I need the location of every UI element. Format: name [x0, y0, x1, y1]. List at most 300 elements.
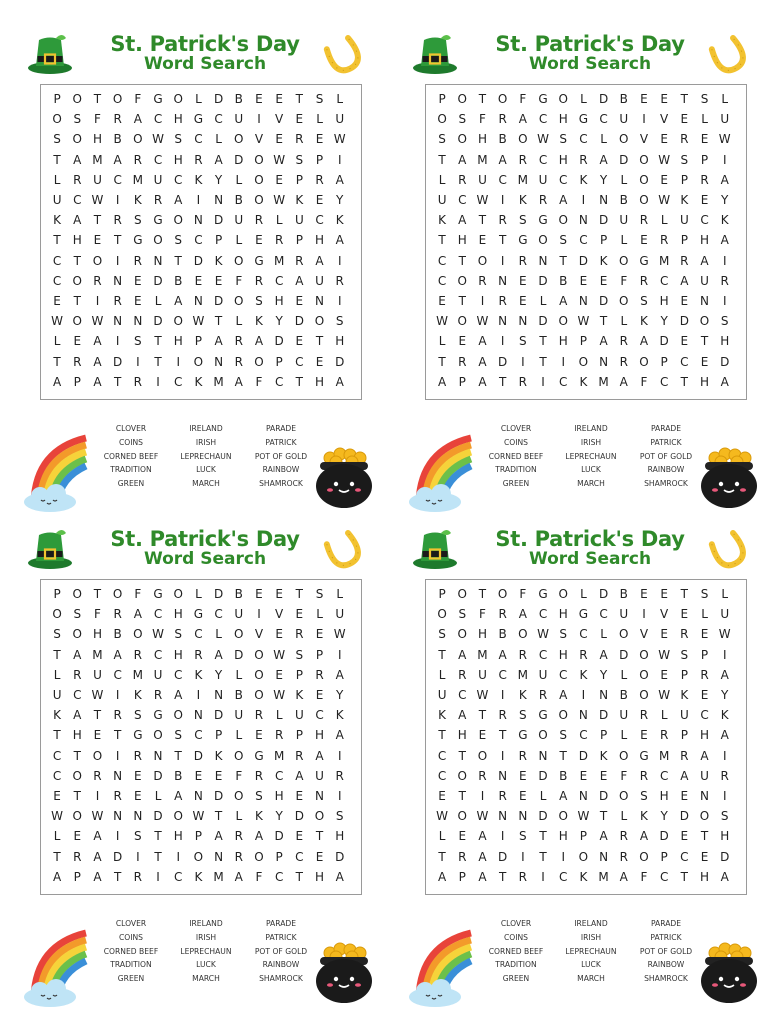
word-item: COINS: [503, 437, 529, 447]
rainbow-cloud-icon: [20, 925, 90, 1009]
grid-letter: D: [538, 314, 548, 329]
grid-letter: V: [660, 607, 669, 622]
grid-letter: R: [113, 607, 122, 622]
grid-letter: A: [73, 647, 82, 662]
grid-letter: I: [95, 293, 100, 308]
grid-letter: R: [720, 768, 729, 783]
grid-letter: O: [52, 607, 62, 622]
grid-letter: W: [333, 627, 346, 642]
grid-letter: O: [72, 92, 82, 107]
grid-letter: S: [700, 587, 709, 602]
grid-letter: N: [153, 748, 163, 763]
grid-letter: Y: [660, 314, 668, 329]
grid-row: [47, 766, 357, 786]
grid-letter: B: [559, 273, 568, 288]
grid-letter: O: [699, 809, 710, 824]
word-item: LUCK: [581, 960, 601, 970]
grid-letter: K: [579, 172, 588, 187]
grid-letter: D: [294, 314, 304, 329]
grid-letter: Y: [214, 667, 223, 682]
grid-letter: I: [196, 688, 201, 703]
grid-letter: C: [214, 112, 223, 127]
grid-letter: Y: [275, 809, 283, 824]
grid-letter: A: [639, 334, 649, 349]
grid-letter: O: [234, 253, 244, 268]
grid-letter: A: [720, 233, 729, 248]
grid-letter: T: [93, 213, 102, 228]
grid-letter: C: [680, 849, 689, 864]
grid-letter: K: [255, 314, 263, 329]
grid-letter: P: [579, 829, 588, 844]
grid-row: [47, 89, 357, 109]
grid-letter: T: [154, 849, 162, 864]
grid-row: [432, 846, 742, 866]
grid-letter: M: [658, 748, 670, 763]
grid-letter: V: [660, 112, 669, 127]
grid-letter: R: [194, 647, 203, 662]
grid-letter: R: [458, 849, 467, 864]
grid-letter: H: [457, 233, 467, 248]
grid-letter: R: [700, 172, 709, 187]
grid-letter: O: [254, 849, 264, 864]
grid-letter: V: [639, 627, 649, 642]
word-item: CLOVER: [115, 424, 147, 433]
grid-letter: T: [73, 253, 81, 268]
grid-letter: I: [156, 374, 160, 389]
grid-letter: E: [680, 829, 689, 844]
grid-letter: O: [72, 273, 82, 288]
word-item: SHAMROCK: [644, 974, 688, 984]
grid-letter: C: [295, 354, 304, 369]
grid-letter: E: [93, 233, 102, 248]
grid-letter: O: [52, 112, 62, 127]
grid-letter: P: [295, 728, 303, 743]
word-item: IRISH: [580, 932, 602, 942]
grid-letter: L: [53, 172, 61, 187]
word-search-card-4: [405, 523, 768, 1023]
grid-letter: B: [113, 627, 122, 642]
word-item: MARCH: [577, 479, 605, 489]
word-item: PATRICK: [265, 437, 297, 447]
grid-letter: I: [722, 748, 727, 763]
grid-letter: T: [438, 728, 446, 743]
grid-letter: U: [437, 688, 447, 703]
grid-letter: I: [541, 869, 545, 884]
grid-letter: E: [680, 293, 689, 308]
pot-of-gold-icon: [697, 935, 761, 1005]
title-line-2: Word Search: [528, 549, 652, 569]
grid-letter: S: [680, 152, 689, 167]
grid-letter: W: [537, 132, 549, 147]
grid-letter: W: [658, 193, 671, 208]
grid-letter: T: [539, 829, 547, 844]
grid-letter: N: [599, 354, 609, 369]
grid-letter: I: [480, 293, 485, 308]
grid-letter: K: [640, 314, 648, 329]
grid-letter: H: [335, 334, 345, 349]
grid-letter: R: [93, 768, 102, 783]
grid-letter: I: [257, 112, 261, 127]
word-column: [169, 917, 243, 986]
grid-letter: N: [578, 708, 588, 723]
grid-row: [47, 331, 357, 351]
grid-letter: C: [579, 728, 588, 743]
grid-letter: T: [113, 869, 122, 884]
grid-letter: I: [337, 788, 342, 803]
grid-letter: E: [134, 273, 142, 288]
grid-letter: W: [91, 314, 104, 329]
grid-letter: O: [254, 172, 264, 187]
grid-letter: C: [599, 607, 608, 622]
grid-letter: E: [295, 334, 304, 349]
grid-letter: B: [498, 132, 507, 147]
grid-letter: R: [639, 708, 649, 723]
grid-row: [432, 230, 742, 250]
grid-letter: F: [640, 374, 648, 389]
grid-letter: R: [619, 829, 628, 844]
grid-letter: O: [639, 849, 649, 864]
grid-letter: O: [639, 354, 649, 369]
grid-row: [432, 604, 742, 624]
grid-letter: L: [235, 728, 243, 743]
grid-letter: S: [134, 829, 142, 844]
grid-letter: H: [173, 607, 183, 622]
grid-letter: C: [52, 253, 62, 268]
grid-letter: F: [620, 768, 628, 783]
grid-letter: F: [94, 112, 101, 127]
grid-letter: R: [478, 273, 487, 288]
grid-letter: H: [720, 829, 730, 844]
grid-letter: A: [133, 607, 142, 622]
grid-letter: A: [639, 829, 649, 844]
grid-letter: F: [134, 587, 142, 602]
grid-letter: K: [194, 869, 203, 884]
grid-row: [432, 291, 742, 311]
grid-letter: C: [559, 172, 568, 187]
grid-letter: N: [700, 788, 710, 803]
grid-letter: A: [234, 374, 243, 389]
grid-letter: P: [599, 233, 608, 248]
grid-letter: R: [93, 273, 102, 288]
grid-letter: T: [295, 869, 304, 884]
grid-letter: W: [476, 688, 489, 703]
grid-letter: O: [497, 92, 508, 107]
grid-letter: D: [274, 829, 284, 844]
grid-row: [432, 331, 742, 351]
grid-letter: L: [195, 92, 202, 107]
grid-letter: C: [579, 132, 588, 147]
grid-letter: W: [577, 809, 590, 824]
grid-letter: C: [194, 132, 203, 147]
grid-letter: O: [234, 748, 244, 763]
grid-letter: F: [255, 374, 263, 389]
grid-letter: I: [500, 253, 505, 268]
grid-letter: H: [274, 788, 284, 803]
grid-row: [47, 351, 357, 371]
grid-letter: O: [639, 172, 649, 187]
grid-letter: E: [73, 829, 82, 844]
grid-row: [432, 271, 742, 291]
word-item: LUCK: [581, 465, 601, 475]
grid-letter: G: [578, 607, 589, 622]
grid-letter: A: [174, 193, 183, 208]
grid-letter: L: [620, 172, 628, 187]
grid-letter: B: [174, 273, 183, 288]
word-list: [94, 917, 318, 986]
grid-letter: I: [722, 253, 727, 268]
grid-letter: A: [93, 829, 102, 844]
grid-letter: A: [315, 253, 324, 268]
grid-letter: M: [477, 647, 488, 662]
word-item: LEPRECHAUN: [180, 451, 232, 461]
grid-letter: E: [519, 293, 527, 308]
grid-letter: T: [680, 869, 689, 884]
grid-letter: H: [72, 728, 82, 743]
grid-letter: T: [73, 788, 81, 803]
title-line-2: Word Search: [143, 549, 267, 569]
grid-letter: W: [718, 132, 731, 147]
grid-letter: S: [335, 314, 344, 329]
grid-letter: G: [193, 607, 204, 622]
grid-letter: P: [194, 829, 203, 844]
grid-letter: T: [53, 233, 61, 248]
grid-letter: D: [213, 587, 224, 602]
grid-letter: A: [93, 334, 102, 349]
grid-row: [47, 604, 357, 624]
grid-letter: N: [498, 314, 508, 329]
grid-letter: E: [700, 688, 709, 703]
grid-letter: D: [213, 92, 224, 107]
grid-letter: R: [518, 748, 528, 763]
grid-letter: H: [173, 647, 183, 662]
grid-letter: T: [53, 849, 61, 864]
grid-letter: N: [113, 314, 123, 329]
grid-letter: E: [640, 92, 648, 107]
grid-letter: G: [153, 92, 163, 107]
grid-letter: L: [336, 92, 344, 107]
grid-letter: G: [133, 233, 143, 248]
grid-letter: P: [458, 374, 466, 389]
grid-letter: Y: [660, 809, 668, 824]
grid-letter: C: [194, 233, 203, 248]
word-column: [479, 422, 553, 491]
grid-letter: E: [315, 132, 324, 147]
grid-letter: T: [113, 374, 122, 389]
grid-letter: C: [659, 273, 669, 288]
grid-letter: A: [93, 354, 102, 369]
grid-letter: I: [581, 193, 586, 208]
grid-letter: O: [457, 132, 467, 147]
grid-letter: O: [112, 587, 123, 602]
grid-row: [432, 867, 742, 887]
grid-letter: L: [154, 293, 162, 308]
grid-letter: O: [619, 748, 629, 763]
grid-letter: O: [234, 627, 244, 642]
grid-letter: E: [275, 172, 283, 187]
grid-letter: C: [153, 647, 163, 662]
grid-letter: A: [559, 293, 568, 308]
grid-letter: R: [579, 647, 588, 662]
grid-letter: S: [720, 314, 729, 329]
grid-letter: T: [113, 728, 122, 743]
grid-letter: O: [437, 607, 447, 622]
grid-letter: U: [93, 667, 102, 682]
grid-letter: I: [115, 334, 120, 349]
word-item: CLOVER: [115, 919, 147, 928]
grid-row: [47, 725, 357, 745]
grid-letter: P: [73, 869, 81, 884]
grid-letter: I: [642, 607, 646, 622]
grid-letter: R: [659, 728, 669, 743]
grid-letter: T: [478, 587, 487, 602]
grid-row: [432, 89, 742, 109]
grid-letter: A: [73, 708, 82, 723]
grid-row: [432, 624, 742, 644]
grid-row: [432, 584, 742, 604]
grid-letter: R: [538, 193, 548, 208]
word-item: TRADITION: [495, 465, 537, 475]
grid-letter: S: [519, 829, 527, 844]
grid-letter: E: [660, 172, 668, 187]
grid-letter: K: [194, 374, 203, 389]
grid-letter: N: [599, 193, 609, 208]
word-search-card-3: [20, 523, 390, 1023]
grid-letter: O: [72, 587, 82, 602]
grid-letter: L: [620, 233, 628, 248]
grid-letter: K: [335, 213, 344, 228]
pot-of-gold-icon: [312, 440, 376, 510]
grid-letter: E: [438, 788, 446, 803]
grid-letter: B: [174, 768, 183, 783]
grid-row: [432, 725, 742, 745]
grid-letter: I: [722, 647, 727, 662]
grid-letter: R: [113, 708, 122, 723]
grid-letter: W: [436, 809, 449, 824]
grid-letter: H: [558, 152, 568, 167]
grid-letter: G: [254, 748, 264, 763]
grid-letter: A: [559, 688, 568, 703]
grid-letter: N: [498, 768, 508, 783]
grid-letter: D: [598, 788, 609, 803]
grid-row: [47, 826, 357, 846]
grid-letter: A: [478, 374, 487, 389]
grid-letter: R: [498, 293, 507, 308]
grid-letter: C: [659, 869, 669, 884]
word-item: POT OF GOLD: [254, 946, 308, 956]
grid-letter: P: [438, 92, 446, 107]
grid-row: [432, 372, 742, 392]
grid-letter: W: [91, 809, 104, 824]
grid-letter: M: [92, 152, 103, 167]
grid-letter: R: [639, 768, 649, 783]
word-item: IRELAND: [574, 424, 608, 433]
grid-letter: A: [113, 152, 122, 167]
word-item: CORNED BEEF: [488, 946, 544, 956]
grid-letter: A: [335, 667, 344, 682]
grid-letter: C: [659, 768, 669, 783]
grid-letter: A: [458, 708, 467, 723]
grid-letter: C: [274, 374, 284, 389]
grid-letter: N: [113, 809, 123, 824]
grid-letter: C: [153, 112, 163, 127]
grid-letter: U: [335, 112, 345, 127]
grid-letter: I: [115, 253, 120, 268]
grid-letter: G: [538, 587, 548, 602]
grid-letter: S: [73, 112, 82, 127]
grid-letter: U: [294, 213, 304, 228]
grid-letter: A: [599, 152, 608, 167]
grid-letter: N: [578, 213, 588, 228]
rainbow-cloud-icon: [405, 430, 475, 514]
grid-letter: R: [498, 213, 507, 228]
grid-letter: O: [619, 253, 629, 268]
grid-letter: B: [619, 193, 628, 208]
grid-letter: E: [680, 788, 689, 803]
grid-letter: O: [619, 627, 629, 642]
grid-letter: E: [315, 627, 324, 642]
grid-letter: T: [154, 354, 162, 369]
grid-letter: U: [619, 607, 629, 622]
grid-letter: S: [255, 293, 263, 308]
grid-letter: H: [92, 132, 102, 147]
grid-letter: R: [153, 193, 163, 208]
grid-letter: V: [254, 132, 264, 147]
grid-letter: A: [335, 374, 344, 389]
grid-letter: W: [436, 314, 449, 329]
grid-letter: R: [680, 132, 689, 147]
grid-row: [47, 291, 357, 311]
word-column: [169, 422, 243, 491]
grid-row: [47, 624, 357, 644]
grid-letter: P: [680, 172, 688, 187]
grid-letter: V: [254, 627, 264, 642]
grid-letter: I: [136, 354, 140, 369]
grid-letter: R: [254, 273, 264, 288]
grid-letter: R: [680, 253, 689, 268]
grid-letter: D: [538, 273, 548, 288]
grid-letter: A: [478, 334, 487, 349]
grid-letter: T: [438, 849, 446, 864]
grid-letter: E: [275, 132, 283, 147]
grid-letter: E: [315, 193, 324, 208]
grid-letter: T: [53, 647, 61, 662]
grid-letter: G: [538, 708, 548, 723]
word-item: GREEN: [502, 974, 530, 984]
grid-letter: O: [254, 152, 264, 167]
grid-letter: D: [213, 293, 224, 308]
word-item: LUCK: [196, 465, 216, 475]
grid-letter: R: [295, 627, 304, 642]
grid-letter: P: [194, 334, 203, 349]
grid-letter: C: [680, 354, 689, 369]
grid-letter: S: [295, 152, 304, 167]
grid-letter: R: [113, 112, 122, 127]
grid-letter: O: [518, 627, 528, 642]
word-item: SHAMROCK: [259, 974, 303, 984]
grid-letter: G: [639, 253, 649, 268]
grid-letter: O: [477, 253, 488, 268]
grid-letter: W: [51, 809, 64, 824]
grid-row: [432, 251, 742, 271]
grid-letter: A: [619, 374, 628, 389]
grid-letter: H: [700, 728, 710, 743]
horseshoe-icon: [707, 527, 751, 571]
grid-letter: O: [518, 132, 528, 147]
grid-letter: C: [599, 112, 608, 127]
grid-letter: V: [275, 607, 284, 622]
grid-letter: C: [579, 627, 588, 642]
grid-letter: M: [213, 869, 224, 884]
